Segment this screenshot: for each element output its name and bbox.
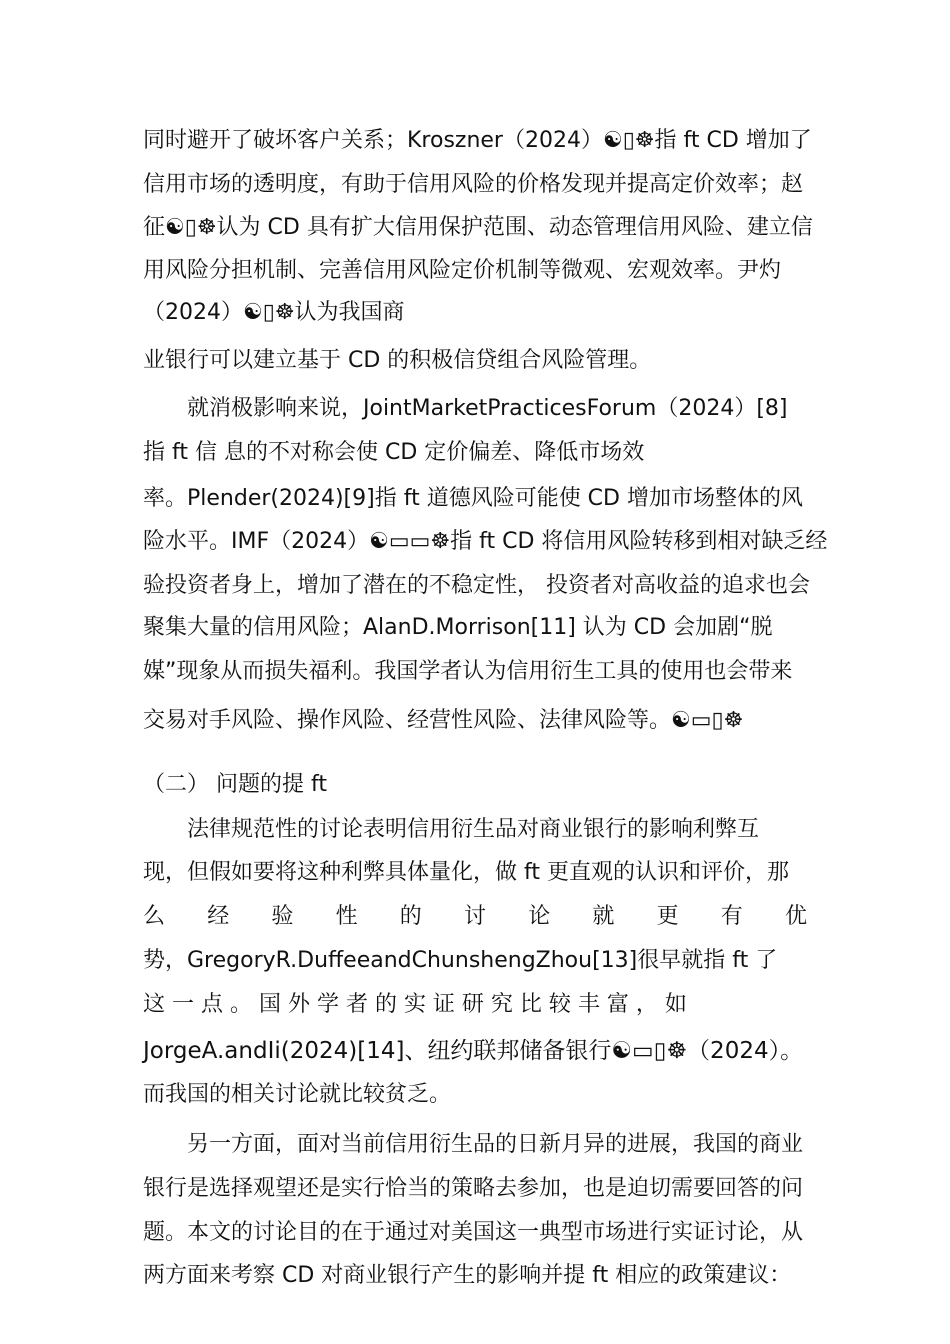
section-heading: （二） 问题的提 ft [143, 772, 327, 797]
text-line: 同时避开了破坏客户关系；Kroszner（2024）☯▯☸指 ft CD 增加了 [143, 128, 812, 153]
text-line: 聚集大量的信用风险；AlanD.Morrison[11] 认为 CD 会加剧“脱 [143, 615, 773, 640]
text-line: 险水平。IMF（2024）☯▭▭☸指 ft CD 将信用风险转移到相对缺乏经 [143, 529, 828, 554]
text-line: 验投资者身上，增加了潜在的不稳定性， 投资者对高收益的追求也会 [143, 573, 810, 598]
text-line: 这 一 点 。 国 外 学 者 的 实 证 研 究 比 较 丰 富 ， 如 [143, 992, 687, 1017]
text-line: 用风险分担机制、完善信用风险定价机制等微观、宏观效率。尹灼 [143, 258, 782, 283]
text-line: 两方面来考察 CD 对商业银行产生的影响并提 ft 相应的政策建议： [143, 1263, 792, 1288]
text-line: 交易对手风险、操作风险、经营性风险、法律风险等。☯▭▯☸ [143, 708, 744, 733]
text-line: 率。Plender(2024)[9]指 ft 道德风险可能使 CD 增加市场整体的风 [143, 486, 803, 511]
text-line: 银行是选择观望还是实行恰当的策略去参加，也是迫切需要回答的问 [143, 1176, 804, 1201]
text-line: 业银行可以建立基于 CD 的积极信贷组合风险管理。 [143, 348, 652, 373]
text-line: 就消极影响来说，JointMarketPracticesForum（2024）[8] [187, 396, 788, 421]
text-line: 势，GregoryR.DuffeeandChunshengZhou[13]很早就指 ft 了 [143, 948, 778, 973]
text-line: 征☯▯☸认为 CD 具有扩大信用保护范围、动态管理信用风险、建立信 [143, 215, 813, 240]
text-line: 现，但假如要将这种利弊具体量化，做 ft 更直观的认识和评价，那 [143, 860, 789, 885]
text-line: 么 经 验 性 的 讨 论 就 更 有 优 [143, 904, 807, 929]
text-line: （2024）☯▯☸认为我国商 [143, 300, 405, 325]
text-line: 媒”现象从而损失福利。我国学者认为信用衍生工具的使用也会带来 [143, 659, 793, 684]
text-line: 而我国的相关讨论就比较贫乏。 [143, 1082, 452, 1107]
text-line: 信用市场的透明度，有助于信用风险的价格发现并提高定价效率；赵 [143, 172, 804, 197]
text-line: 法律规范性的讨论表明信用衍生品对商业银行的影响利弊互 [187, 817, 760, 842]
text-line: 指 ft 信 息的不对称会使 CD 定价偏差、降低市场效 [143, 440, 645, 465]
text-line: JorgeA.andIi(2024)[14]、纽约联邦储备银行☯▭▯☸（2024）。 [143, 1038, 804, 1064]
text-line: 题。本文的讨论目的在于通过对美国这一典型市场进行实证讨论，从 [143, 1220, 804, 1245]
text-line: 另一方面，面对当前信用衍生品的日新月异的进展，我国的商业 [187, 1132, 804, 1157]
